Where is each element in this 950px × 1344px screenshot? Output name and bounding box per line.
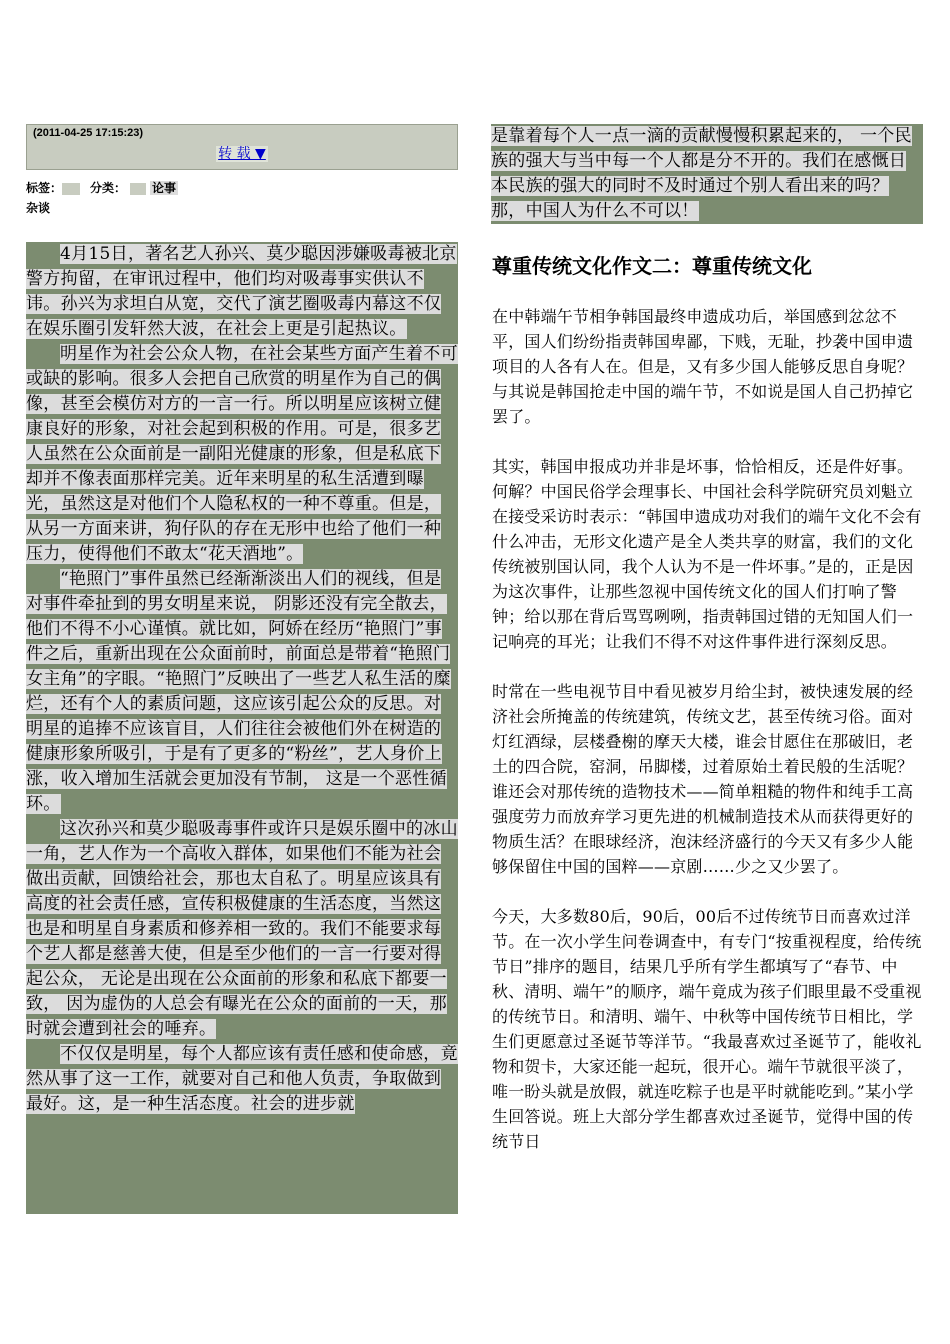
category-link-2[interactable]: 杂谈: [26, 201, 51, 215]
essay-title: 尊重传统文化作文二：尊重传统文化: [492, 254, 812, 278]
article-continuation: [491, 124, 923, 224]
article-body: [26, 242, 458, 1214]
tags-label: 标签：: [26, 181, 63, 195]
category-label: 分类：: [90, 181, 127, 195]
category-link[interactable]: 论事: [152, 181, 177, 195]
essay-paragraph: 时常在一些电视节目中看见被岁月给尘封，被快速发展的经济社会所掩盖的传统建筑，传统文艺，甚至传统习俗。面对灯红酒绿，层楼叠榭的摩天大楼，谁会甘愿住在那破旧，老土的四合院，窑洞，吊脚楼，过着原始土着民般的生活呢？谁还会对那传统的造物技术——简单粗糙的物件和纯手工高强度劳力而放弃学习更先进的机械制造技术从而获得更好的物质生活？在眼球经济，泡沫经济盛行的今天又有多少人能够保留住中国的国粹——京剧……少之又少罢了。: [492, 682, 914, 876]
post-date: (2011-04-25 17:15:23): [33, 127, 144, 139]
essay-paragraph: 今天，大多数80后，90后，00后不过传统节日而喜欢过洋节。在一次小学生问卷调查中，有专门“按重视程度，给传统节日”排序的题目，结果几乎所有学生都填写了“春节、中秋、清明、端午”的顺序，端午竟成为孩子们眼里最不受重视的传统节日。和清明、端午、中秋等中国传统节日相比，学生们更愿意过圣诞节等洋节。“我最喜欢过圣诞节了，能收礼物和贺卡，大家还能一起玩，很开心。端午节就很平淡了，唯一盼头就是放假，就连吃粽子也是平时就能吃到。”某小学生回答说。班上大部分学生都喜欢过圣诞节，觉得中国的传统节日: [492, 907, 922, 1151]
continuation-text: 是靠着每个人一点一滴的贡献慢慢积累起来的， 一个民族的强大与当中每一个人都是分不开的。我们在感慨日本民族的强大的同时不及时通过个别人看出来的吗？那，中国人为什么不可以！: [491, 126, 912, 221]
essay-paragraph: 在中韩端午节相争韩国最终申遗成功后，举国感到忿忿不平，国人们纷纷指责韩国卑鄙，下贱，无耻，抄袭中国申遗项目的人各有人在。但是，又有多少国人能够反思自身呢？与其说是韩国抢走中国的端午节，不如说是国人自己扔掉它罢了。: [492, 307, 914, 426]
tag-line: [26, 178, 458, 198]
article-paragraph: “艳照门”事件虽然已经渐渐淡出人们的视线，但是对事件牵扯到的男女明星来说， 阴影还没有完全散去，他们不得不小心谨慎。就比如，阿娇在经历“艳照门”事件之后，重新出现在公众面前时，前面总是带着“艳照门女主角”的字眼。“艳照门”反映出了一些艺人私生活的糜烂，还有个人的素质问题，这应该引起公众的反思。对明星的追捧不应该盲目，人们往往会被他们外在树造的健康形象所吸引，于是有了更多的“粉丝”，艺人身价上涨，收入增加生活就会更加没有节制， 这是一个恶性循环。: [26, 569, 451, 814]
post-meta-block: [26, 124, 458, 218]
repost-link[interactable]: 转 载 ▼: [218, 146, 266, 162]
article-paragraph: 4月15日，著名艺人孙兴、莫少聪因涉嫌吸毒被北京警方拘留，在审讯过程中，他们均对吸毒事实供认不讳。孙兴为求坦白从宽，交代了演艺圈吸毒内幕这不仅在娱乐圈引发轩然大波，在社会上更是引起热议。: [26, 244, 457, 339]
article-paragraph: 不仅仅是明星，每个人都应该有责任感和使命感，竟然从事了这一工作，就要对自己和他人负责，争取做到最好。这，是一种生活态度。社会的进步就: [26, 1044, 458, 1114]
essay-two: [492, 252, 924, 1179]
article-paragraph: 明星作为社会公众人物，在社会某些方面产生着不可或缺的影响。很多人会把自己欣赏的明星作为自己的偶像，甚至会模仿对方的一言一行。所以明星应该树立健康良好的形象，对社会起到积极的作用。可是，很多艺人虽然在公众面前是一副阳光健康的形象，但是私底下却并不像表面那样完美。近年来明星的私生活遭到曝光，虽然这是对他们个人隐私权的一种不尊重。但是，从另一方面来讲，狗仔队的存在无形中也给了他们一种压力，使得他们不敢太“花天酒地”。: [26, 344, 458, 564]
essay-paragraph: 其实，韩国申报成功并非是坏事，恰恰相反，还是件好事。何解？中国民俗学会理事长、中国社会科学院研究员刘魁立在接受采访时表示：“韩国申遗成功对我们的端午文化不会有什么冲击，无形文化遗产是全人类共享的财富，我们的文化传统被别国认同，我个人认为不是一件坏事。”是的，正是因为这次事件，让那些忽视中国传统文化的国人们打响了警钟；给以那在背后骂骂咧咧，指责韩国过错的无知国人们一记响亮的耳光；让我们不得不对这件事件进行深刻反思。: [492, 457, 922, 651]
post-header: [26, 124, 458, 170]
article-paragraph: 这次孙兴和莫少聪吸毒事件或许只是娱乐圈中的冰山一角，艺人作为一个高收入群体，如果他们不能为社会做出贡献，回馈给社会，那也太自私了。明星应该具有高度的社会责任感，宣传积极健康的生活态度，当然这也是和明星自身素质和修养相一致的。我们不能要求每个艺人都是慈善大使，但是至少他们的一言一行要对得起公众， 无论是出现在公众面前的形象和私底下都要一致， 因为虚伪的人总会有曝光在公众的面前的一天，那时就会遭到社会的唾弃。: [26, 819, 458, 1039]
